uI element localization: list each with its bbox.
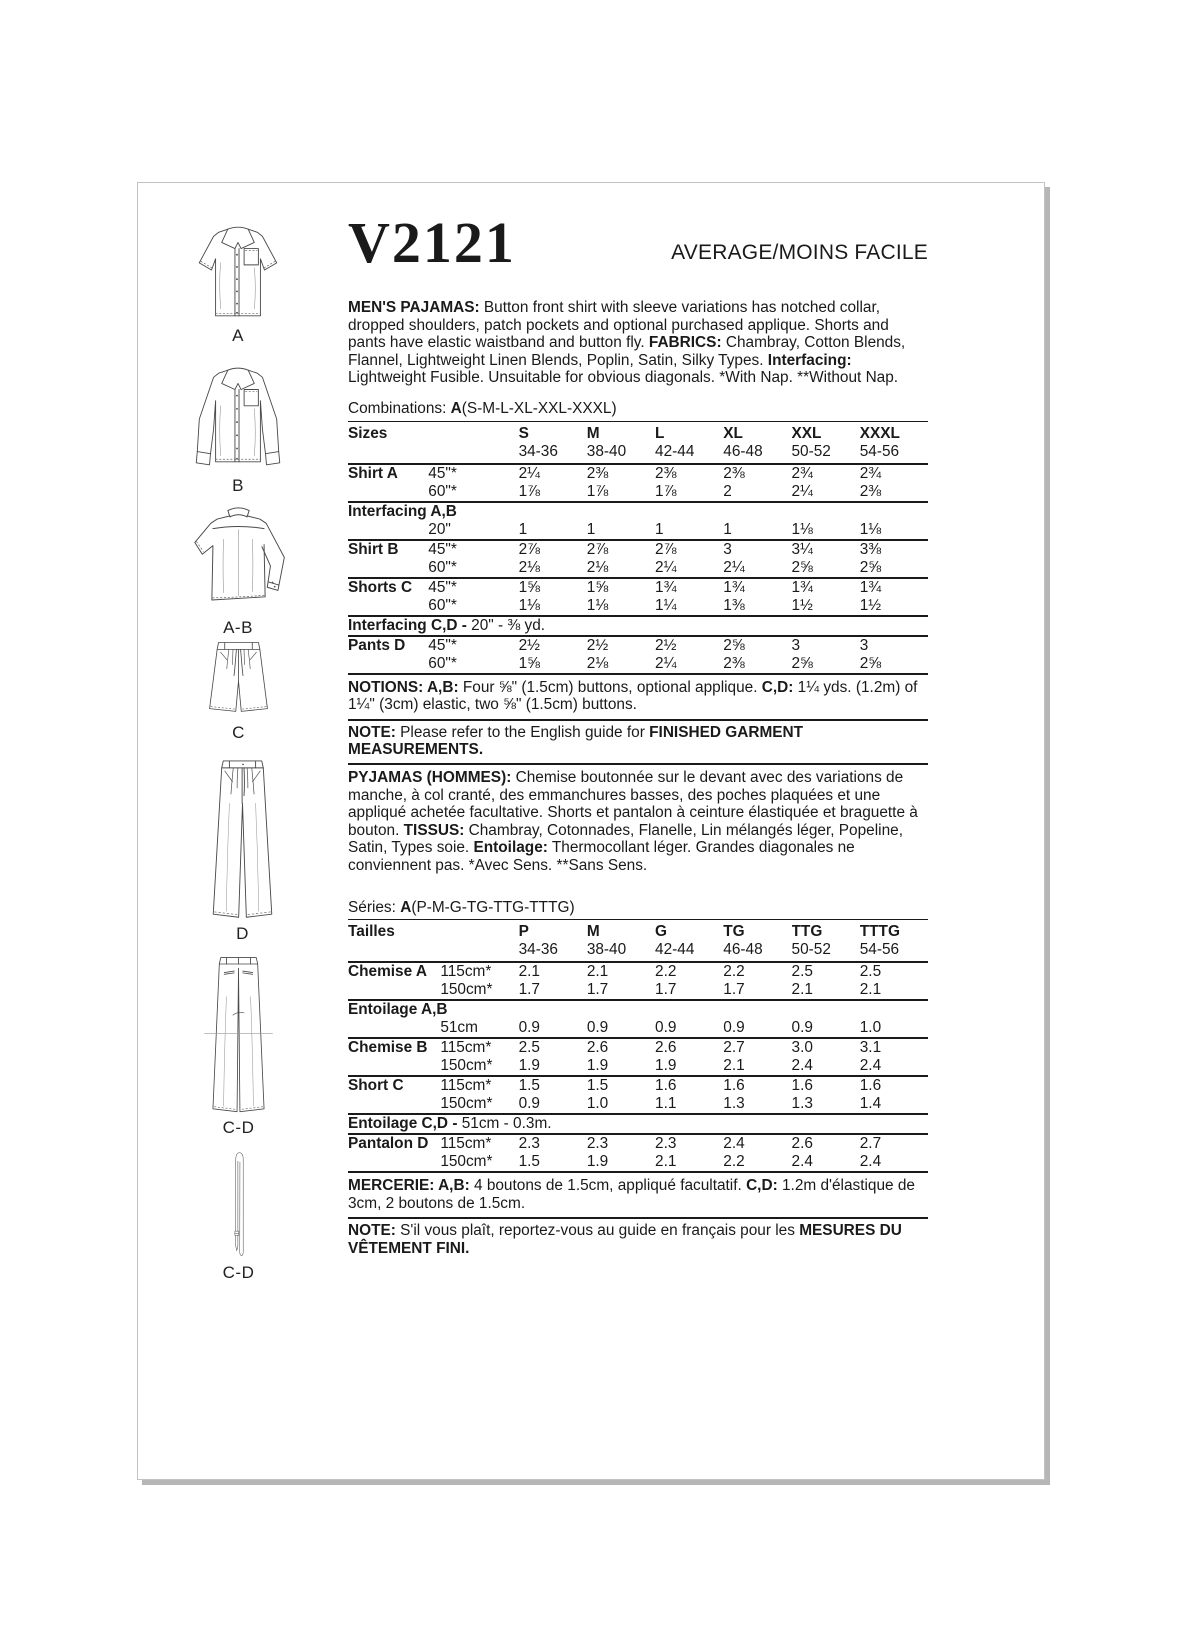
row-sub: 150cm* [440,1057,493,1075]
cell: 2⅞ [519,540,587,559]
cell: 0.9 [791,1019,813,1037]
figure-pants-d [204,757,281,943]
range-col: 34-36 [519,443,587,464]
cell: 1⅛ [518,596,540,614]
table-row [348,981,928,1000]
drawstring-cd-drawing [231,1149,247,1261]
cell: 1⅜ [723,596,745,614]
cell: 2⅛ [586,558,609,576]
row-label: Pantalon D [348,1134,440,1153]
cell [428,443,518,464]
figure-shirt-b [186,360,290,495]
row-label [348,1057,440,1076]
cell: 1¼ [655,596,677,614]
cell: 1 [655,520,664,538]
range-col: 42-44 [655,941,723,962]
cell: 2.4 [859,1153,882,1171]
cell: 2¼ [518,464,540,482]
range-col: 34-36 [519,941,587,962]
figure-pants-cd-back [203,954,274,1137]
cell: 1.6 [655,1076,723,1095]
cell: 1.4 [859,1095,882,1113]
cell: 1.0 [859,1019,882,1037]
figure-label: C-D [222,1118,255,1137]
mercerie-paragraph: MERCERIE: A,B: 4 boutons de 1.5cm, appliqué facultatif. C,D: 1.2m d'élastique de 3cm, 2 boutons de 1.5cm. [348,1177,915,1212]
cell: 1.6 [792,1076,860,1095]
size-col: XL [723,424,743,442]
cell: 3 [860,636,928,655]
cell: 1⅞ [586,482,609,500]
cell: 0.9 [655,1019,677,1037]
cell: 2½ [587,636,655,655]
cell: 2.7 [860,1134,928,1153]
cell: 3 [792,636,860,655]
shorts-c-front-drawing [204,637,273,721]
table-row [348,962,928,981]
pants-d-front-drawing [204,757,281,922]
table-section-row [348,616,928,636]
cell: 1½ [859,596,882,614]
row-label [348,597,428,616]
table-row [348,1019,928,1038]
cell: 1⅝ [518,654,540,672]
cell: 1⅝ [519,578,587,597]
cell: 2⅞ [587,540,655,559]
cell: 2¾ [859,464,882,482]
size-col: TG [723,923,745,941]
section-label: Interfacing A,B [348,502,928,521]
cell: 2⅝ [859,654,882,672]
cell: 2⅜ [859,482,882,500]
row-label [348,559,428,578]
cell: 1.1 [655,1095,677,1113]
cell: 1 [518,520,528,538]
table-row [348,483,928,502]
table-row [348,559,928,578]
row-sub: 150cm* [440,1095,493,1113]
cell: 1⅛ [791,520,813,538]
cell: 2.6 [792,1134,860,1153]
row-sub: 20" [428,520,451,538]
cell: 2¾ [791,464,813,482]
cell: 1⅞ [518,482,540,500]
header-label: Sizes [348,424,388,442]
cell: 2.6 [655,1038,723,1057]
range-col: 46-48 [723,443,791,464]
cell: 1⅝ [587,578,655,597]
row-sub: 45"* [428,636,518,655]
row-label: Shirt A [348,464,398,482]
notions-paragraph: NOTIONS: A,B: Four ⅝" (1.5cm) buttons, optional applique. C,D: 1¼ yds. (1.2m) of 1¼" (3cm) elastic, two ⅝" (1.5cm) buttons. [348,678,918,714]
cell: 2⅞ [655,540,723,559]
shirt-a-front-drawing [187,217,289,324]
cell: 2⅛ [518,558,540,576]
figure-label: A [232,326,244,345]
cell: 2⅛ [586,654,609,672]
cell: 1⅛ [586,596,609,614]
row-label [348,521,428,540]
cell: 1.6 [860,1076,928,1095]
content-column [348,210,928,1257]
cell [428,422,518,443]
cell: 0.9 [518,1019,540,1037]
row-sub: 60"* [428,596,457,614]
cell: 1.6 [723,1076,791,1095]
cell: 1.9 [586,1057,609,1075]
cell: 2⅝ [723,636,791,655]
row-sub: 115cm* [440,1134,518,1153]
fabrics-heading: FABRICS: [648,334,722,352]
yardage-table-french [348,920,928,1173]
french-description: PYJAMAS (HOMMES): Chemise boutonnée sur le devant avec des variations de manche, à col cranté, des emmanchures basses, des poches plaquées et une appliqué achetée facultative. Shorts et pantalon à ceinture élastiquée et braguette à bouton. TISSUS: Chambray, Cotonnades, Flanelle, Lin mélangés léger, Popeline, Satin, Types soie. Entoilage: Thermocollant léger. Grandes diagonales ne conviennent pas. *Avec Sens. **Sans Sens. [348,768,918,874]
table-row [348,1038,928,1057]
cell: 3 [723,540,791,559]
cell: 2.2 [723,1153,745,1171]
cell: 2⅜ [655,464,677,482]
cell: 2.5 [859,963,882,981]
cell: 0.9 [723,1019,745,1037]
size-col: M [586,424,600,442]
table-row [348,464,928,483]
row-label [348,981,440,1000]
desc-heading: MEN'S PAJAMAS: [348,299,480,316]
cell: 1.7 [518,981,540,999]
cell: 2 [723,482,732,500]
cell: 2⅜ [723,464,745,482]
figure-label: A-B [223,618,253,637]
cell: 3⅜ [860,540,928,559]
row-sub: 150cm* [440,981,493,999]
cell: 2.1 [791,981,813,999]
cell: 1.9 [586,1153,609,1171]
section-label: Entoilage C,D - 51cm - 0.3m. [348,1114,928,1134]
cell: 2.1 [518,963,540,981]
cell: 2¼ [655,654,677,672]
cell: 1.5 [587,1076,655,1095]
figure-label: C-D [222,1263,255,1282]
range-col: 42-44 [655,443,723,464]
section-label: Entoilage A,B [348,1000,928,1019]
cell: 3¼ [792,540,860,559]
size-col: M [586,923,600,941]
row-label: Pants D [348,636,428,655]
row-sub: 60"* [428,482,457,500]
figure-label: C [232,723,245,742]
range-col: 50-52 [792,443,860,464]
cell: 1.9 [518,1057,540,1075]
row-label: Shirt B [348,540,428,559]
cell: 2.2 [723,963,745,981]
table-row [348,578,928,597]
cell: 2.4 [791,1153,813,1171]
cell: 2⅜ [586,464,609,482]
yardage-table-english [348,422,928,675]
title-bar [348,210,928,281]
size-col: P [518,923,529,941]
cell: 1.7 [655,981,677,999]
difficulty-rating: AVERAGE/MOINS FACILE [671,241,928,264]
cell: 1.7 [723,981,745,999]
row-label: Chemise B [348,1038,440,1057]
table-section-row [348,1114,928,1134]
table-row [348,636,928,655]
pants-cd-back-drawing [203,954,274,1116]
row-sub: 51cm [440,1019,478,1037]
cell: 2¼ [791,482,813,500]
cell: 2⅝ [791,654,813,672]
cell: 2.1 [859,981,882,999]
range-col: 54-56 [860,443,928,464]
row-label [348,1019,440,1038]
cell: 2.5 [791,963,813,981]
cell: 2.5 [519,1038,587,1057]
size-col: G [655,923,668,941]
interfacing-heading: Interfacing: [767,351,852,369]
row-sub: 45"* [428,540,518,559]
header-label: Tailles [348,923,395,941]
cell: 2⅝ [791,558,813,576]
table-row [348,521,928,540]
french-note: NOTE: S'il vous plaît, reportez-vous au guide en français pour les MESURES DU VÊTEMENT FINI. [348,1217,928,1257]
cell: 2⅜ [723,654,745,672]
table-row [348,1076,928,1095]
series-line: Séries: A(P-M-G-TG-TTG-TTTG) [348,899,928,921]
cell: 2⅝ [859,558,882,576]
cell: 1.3 [723,1095,745,1113]
table-row [348,540,928,559]
cell: 1¾ [860,578,928,597]
row-sub: 60"* [428,558,457,576]
table-row [348,1134,928,1153]
table-section-row [348,1000,928,1019]
figure-shirt-a [186,217,290,345]
cell: 1⅞ [655,482,677,500]
cell: 2.3 [519,1134,587,1153]
english-note: NOTE: Please refer to the English guide for FINISHED GARMENT MEASUREMENTS. [348,719,928,765]
figure-shorts-c [204,637,273,742]
cell [440,941,518,962]
cell: 2.1 [586,963,609,981]
row-label: Short C [348,1076,440,1095]
row-label [348,1095,440,1114]
cell: 2.3 [587,1134,655,1153]
cell: 1¾ [723,578,791,597]
range-col: 38-40 [587,941,655,962]
cell [348,941,440,962]
pattern-number: V2121 [348,210,516,275]
cell: 2¼ [655,558,677,576]
cell [440,920,518,941]
row-label [348,655,428,674]
cell: 2.2 [655,963,677,981]
size-col: XXXL [859,424,900,442]
cell: 0.9 [518,1095,540,1113]
cell [348,443,428,464]
cell: 2.7 [723,1038,791,1057]
size-col: TTTG [859,923,900,941]
table-row [348,1095,928,1114]
range-col: 38-40 [587,443,655,464]
row-sub: 115cm* [440,1038,518,1057]
row-sub: 60"* [428,654,457,672]
cell: 1.3 [791,1095,813,1113]
cell: 3.0 [792,1038,860,1057]
cell: 1⅛ [859,520,882,538]
cell: 1.5 [519,1076,587,1095]
cell: 2.4 [859,1057,882,1075]
row-sub: 45"* [428,464,457,482]
figure-label: D [236,924,249,943]
pattern-envelope-back-sheet [137,182,1045,1480]
row-sub: 115cm* [440,1076,518,1095]
table-section-row [348,502,928,521]
cell: 1 [723,520,732,538]
row-label: Shorts C [348,578,428,597]
size-col: S [518,424,529,442]
cell: 2.1 [655,1153,677,1171]
cell: 1¾ [792,578,860,597]
cell: 1.5 [518,1153,540,1171]
english-description: MEN'S PAJAMAS: Button front shirt with sleeve variations has notched collar, dropped shoulders, patch pockets and optional purchased applique. Shorts and pants have elastic waistband and button fly. FABRICS: Chambray, Cotton Blends, Flannel, Lightweight Linen Blends, Poplin, Satin, Silky Types. Interfacing: Lightweight Fusible. Unsuitable for obvious diagonals. *With Nap. **Without Nap. [348,299,906,387]
section-label: Interfacing C,D - 20" - ⅜ yd. [348,616,928,636]
cell: 1.0 [586,1095,609,1113]
cell: 2½ [519,636,587,655]
range-col: 54-56 [860,941,928,962]
table-header-row [348,422,928,443]
table-row [348,597,928,616]
cell: 0.9 [586,1019,609,1037]
cell: 2.3 [655,1134,723,1153]
size-col: TTG [791,923,823,941]
row-sub: 115cm* [440,963,492,981]
range-col: 46-48 [723,941,791,962]
row-sub: 45"* [428,578,518,597]
figure-shirt-ab-back [183,502,293,637]
combinations-line: Combinations: A(S-M-L-XL-XXL-XXXL) [348,400,928,422]
size-col: L [655,424,665,442]
shirt-ab-back-drawing [185,502,292,616]
cell: 2.4 [723,1134,791,1153]
cell: 2.6 [587,1038,655,1057]
table-range-row [348,941,928,962]
row-sub: 150cm* [440,1153,493,1171]
figure-label: B [232,476,244,495]
cell: 2¼ [723,558,745,576]
size-col: XXL [791,424,822,442]
cell: 3.1 [860,1038,928,1057]
cell: 2.4 [791,1057,813,1075]
row-label [348,1153,440,1172]
cell: 2.1 [723,1057,745,1075]
row-label: Chemise A [348,963,427,981]
range-col: 50-52 [792,941,860,962]
table-row [348,1153,928,1172]
cell: 2½ [655,636,723,655]
shirt-b-front-drawing [187,360,289,474]
cell: 1.9 [655,1057,677,1075]
row-label [348,483,428,502]
cell: 1 [586,520,596,538]
cell: 1.7 [586,981,609,999]
figure-drawstring-cd [203,1149,274,1282]
table-header-row [348,920,928,941]
cell: 1¾ [655,578,723,597]
table-row [348,655,928,674]
table-range-row [348,443,928,464]
cell: 1½ [791,596,813,614]
table-row [348,1057,928,1076]
